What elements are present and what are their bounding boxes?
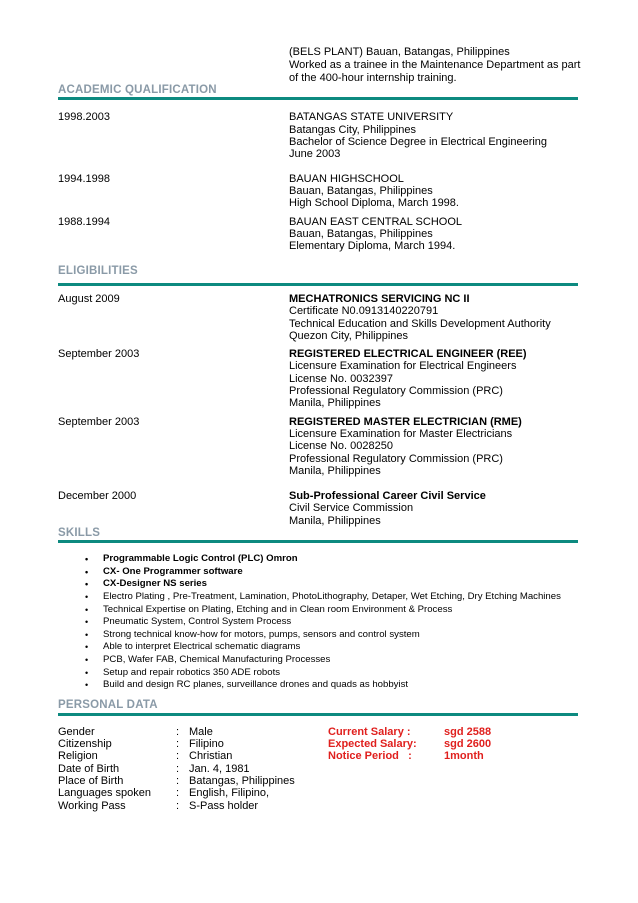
section-heading-personal: PERSONAL DATA [58, 699, 158, 711]
skill-item [58, 578, 561, 591]
bullet: • [85, 642, 89, 653]
eligibility-title: MECHATRONICS SERVICING NC II [289, 293, 470, 305]
personal-colon: : [176, 800, 180, 812]
personal-label: Religion [58, 750, 98, 762]
eligibility-date: December 2000 [58, 490, 137, 502]
eligibility-line: Manila, Philippines [289, 397, 381, 409]
skill-item [58, 667, 561, 680]
personal-colon: : [176, 775, 180, 787]
eligibility-line: Licensure Examination for Electrical Engineers [289, 360, 517, 372]
skill-item [58, 641, 561, 654]
skill-item [58, 679, 561, 692]
academic-line: Bachelor of Science Degree in Electrical Engineering [289, 136, 548, 148]
bullet: • [85, 629, 89, 640]
intro-line: Worked as a trainee in the Maintenance Department as part [289, 59, 581, 71]
eligibility-title: Sub-Professional Career Civil Service [289, 490, 486, 502]
skill-text: CX-Designer NS series [103, 578, 207, 590]
personal-label: Place of Birth [58, 775, 124, 787]
eligibility-line: License No. 0032397 [289, 373, 393, 385]
skill-item [58, 566, 561, 579]
eligibility-title: REGISTERED ELECTRICAL ENGINEER (REE) [289, 348, 527, 360]
section-heading-eligibilities: ELIGIBILITIES [58, 265, 138, 277]
skill-text: PCB, Wafer FAB, Chemical Manufacturing Processes [103, 654, 331, 666]
eligibility-line: Licensure Examination for Master Electricians [289, 428, 513, 440]
eligibility-date: September 2003 [58, 416, 140, 428]
personal-label: Citizenship [58, 738, 112, 750]
intro-line: of the 400-hour internship training. [289, 72, 457, 84]
personal-value: Jan. 4, 1981 [189, 763, 250, 775]
salary-label: Expected Salary: [328, 738, 417, 750]
academic-line: Batangas City, Philippines [289, 124, 416, 136]
bullet: • [85, 604, 89, 615]
eligibility-line: Professional Regulatory Commission (PRC) [289, 453, 503, 465]
skill-text: Electro Plating , Pre-Treatment, Lamination, PhotoLithography, Detaper, Wet Etching, Dry Etching Machines [103, 590, 561, 602]
skill-item [58, 604, 561, 617]
eligibility-date: September 2003 [58, 348, 140, 360]
personal-colon: : [176, 787, 180, 799]
personal-value: Batangas, Philippines [189, 775, 295, 787]
personal-colon: : [176, 750, 180, 762]
skill-text: Strong technical know-how for motors, pumps, sensors and control system [103, 628, 420, 640]
academic-date: 1998.2003 [58, 111, 110, 123]
section-heading-skills: SKILLS [58, 527, 101, 539]
bullet: • [85, 566, 89, 577]
skill-text: CX- One Programmer software [103, 565, 243, 577]
personal-colon: : [176, 738, 180, 750]
bullet: • [85, 591, 89, 602]
eligibility-title: REGISTERED MASTER ELECTRICIAN (RME) [289, 416, 522, 428]
salary-value: sgd 2588 [444, 726, 492, 738]
academic-line: BATANGAS STATE UNIVERSITY [289, 111, 454, 123]
skill-item [58, 591, 561, 604]
eligibility-line: Certificate N0.0913140220791 [289, 305, 439, 317]
eligibility-line: Manila, Philippines [289, 515, 381, 527]
personal-value: S-Pass holder [189, 800, 259, 812]
eligibility-line: Professional Regulatory Commission (PRC) [289, 385, 503, 397]
skill-text: Pneumatic System, Control System Process [103, 616, 292, 628]
section-divider [58, 97, 578, 100]
bullet: • [85, 554, 89, 564]
personal-label: Working Pass [58, 800, 126, 812]
eligibility-date: August 2009 [58, 293, 120, 305]
academic-date: 1994.1998 [58, 173, 110, 185]
academic-line: Bauan, Batangas, Philippines [289, 185, 433, 197]
eligibility-line: Manila, Philippines [289, 465, 381, 477]
personal-value: English, Filipino, [189, 787, 270, 799]
section-heading-academic: ACADEMIC QUALIFICATION [58, 84, 217, 96]
salary-label: Current Salary : [328, 726, 411, 738]
salary-value: 1month [444, 750, 484, 762]
bullet: • [85, 617, 89, 628]
academic-line: BAUAN EAST CENTRAL SCHOOL [289, 216, 462, 228]
section-divider [58, 283, 578, 286]
personal-label: Date of Birth [58, 763, 120, 775]
eligibility-line: Civil Service Commission [289, 502, 414, 514]
academic-line: Elementary Diploma, March 1994. [289, 240, 456, 252]
skill-text: Programmable Logic Control (PLC) Omron [103, 553, 298, 564]
skill-text: Able to interpret Electrical schematic diagrams [103, 641, 301, 653]
skill-text: Build and design RC planes, surveillance drones and quads as hobbyist [103, 679, 409, 691]
skill-item [58, 654, 561, 667]
personal-colon: : [176, 763, 180, 775]
academic-line: BAUAN HIGHSCHOOL [289, 173, 404, 185]
personal-colon: : [176, 726, 180, 738]
academic-date: 1988.1994 [58, 216, 110, 228]
academic-line: High School Diploma, March 1998. [289, 197, 459, 209]
bullet: • [85, 579, 89, 590]
skills-list [58, 553, 561, 692]
salary-value: sgd 2600 [444, 738, 492, 750]
bullet: • [85, 680, 89, 691]
salary-label: Notice Period : [328, 750, 412, 762]
skill-item [58, 629, 561, 642]
bullet: • [85, 667, 89, 678]
section-divider [58, 540, 578, 543]
personal-value: Male [189, 726, 213, 738]
eligibility-line: Quezon City, Philippines [289, 330, 409, 342]
eligibility-line: Technical Education and Skills Development Authority [289, 318, 551, 330]
personal-label: Languages spoken [58, 787, 151, 799]
personal-label: Gender [58, 726, 95, 738]
eligibility-line: License No. 0028250 [289, 440, 393, 452]
personal-value: Filipino [189, 738, 224, 750]
academic-line: June 2003 [289, 148, 341, 160]
intro-line: (BELS PLANT) Bauan, Batangas, Philippines [289, 46, 510, 58]
skill-text: Technical Expertise on Plating, Etching and in Clean room Environment & Process [103, 603, 453, 615]
skill-text: Setup and repair robotics 350 ADE robots [103, 666, 281, 678]
section-divider [58, 713, 578, 716]
skill-item [58, 553, 561, 566]
academic-line: Bauan, Batangas, Philippines [289, 228, 433, 240]
bullet: • [85, 655, 89, 666]
skill-item [58, 616, 561, 629]
personal-value: Christian [189, 750, 233, 762]
